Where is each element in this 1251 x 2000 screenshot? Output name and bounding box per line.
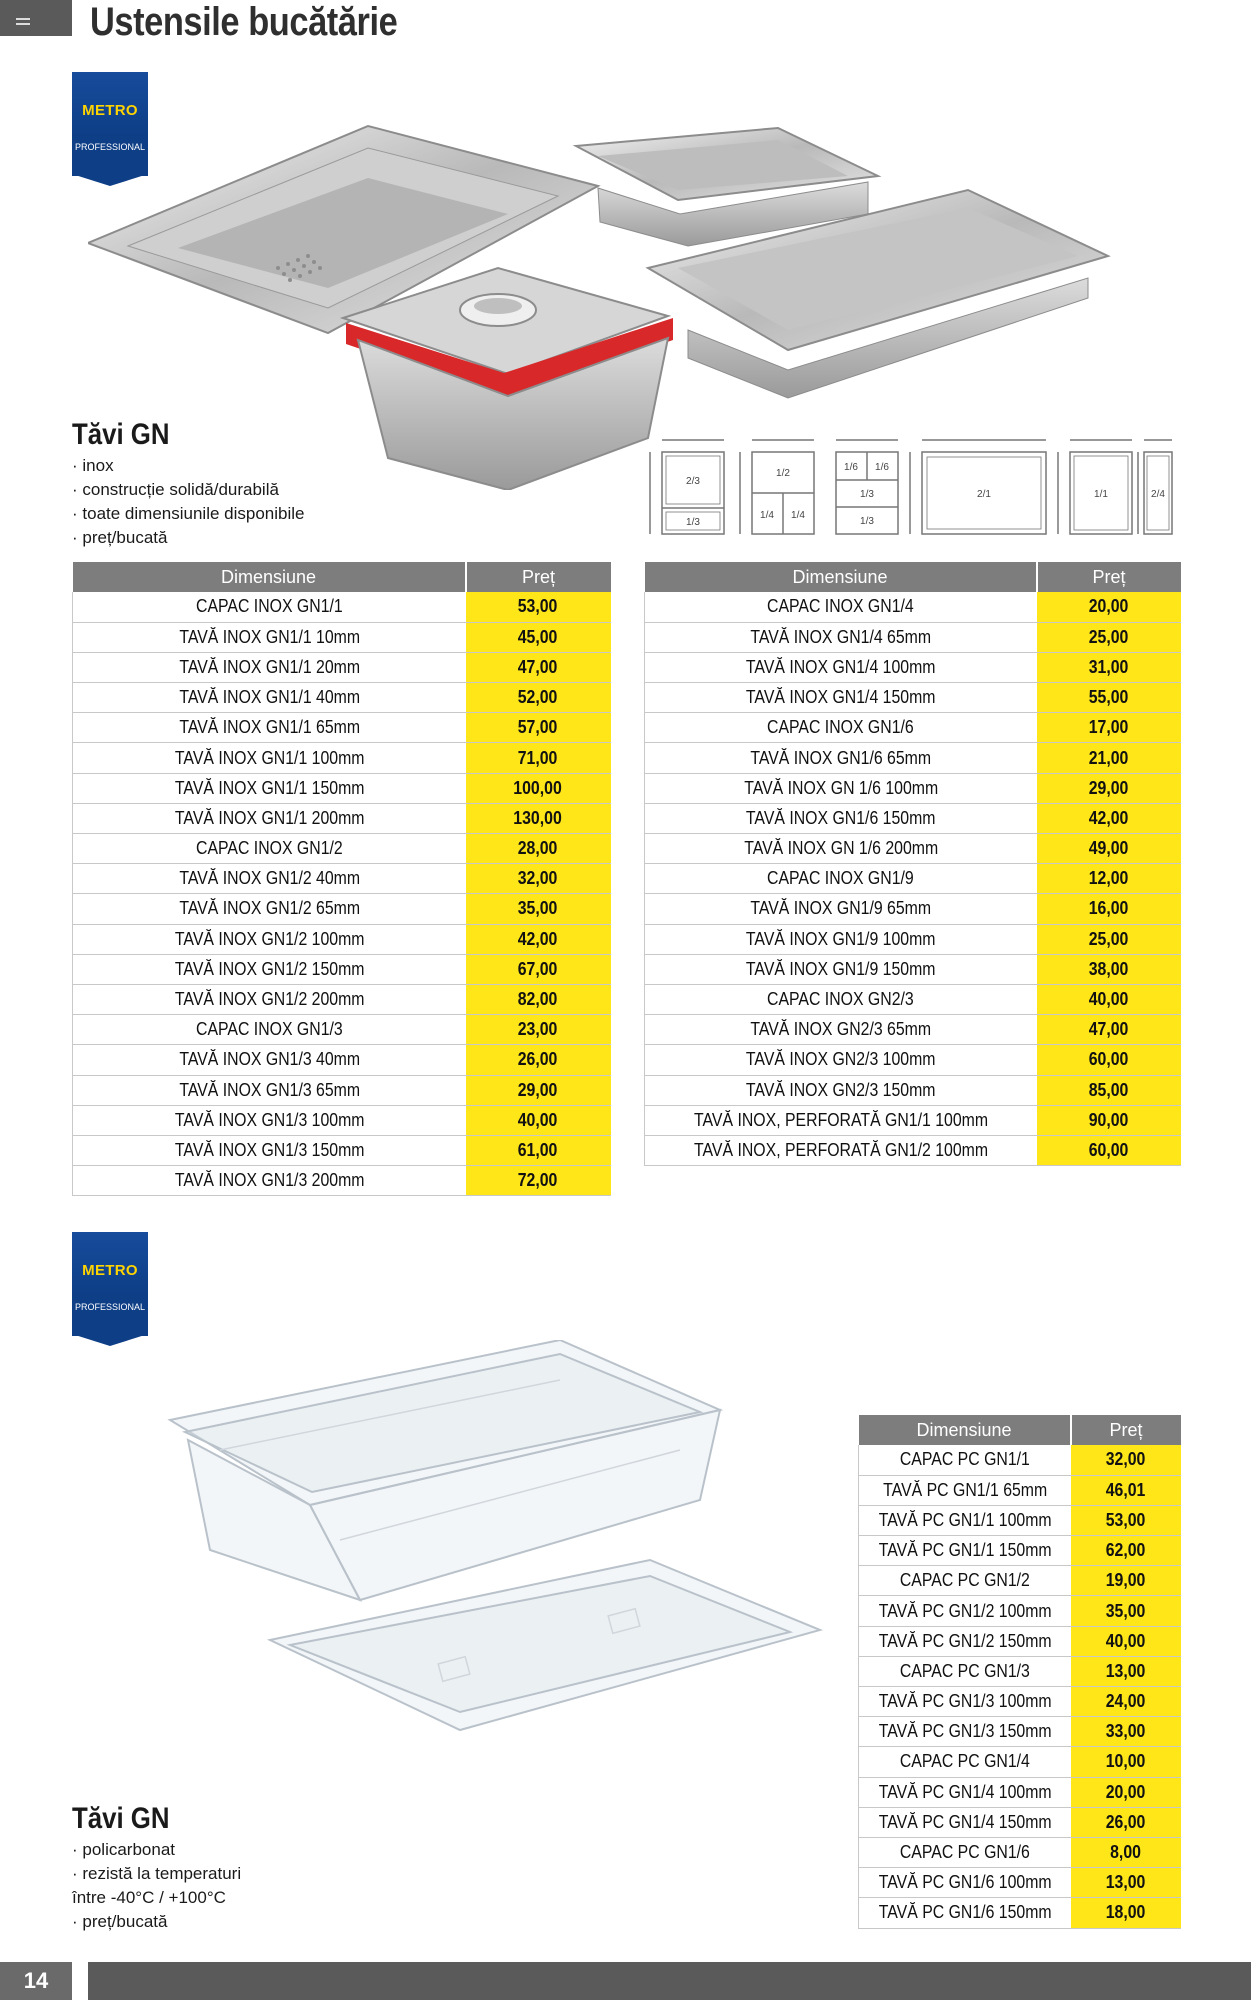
product-name: TAVĂ PC GN1/1 65mm	[859, 1475, 1071, 1505]
table-row	[73, 864, 611, 894]
table-row	[859, 1747, 1181, 1777]
product-price: 60,00	[1037, 1045, 1181, 1075]
product-price: 25,00	[1037, 622, 1181, 652]
polycarbonate-trays-image	[160, 1340, 830, 1740]
product-price: 32,00	[1071, 1445, 1181, 1475]
gn-size-diagram	[640, 430, 1180, 548]
brand-subtitle: PROFESSIONAL	[74, 142, 146, 152]
product-price: 28,00	[466, 834, 611, 864]
diagram-label: 1/6	[875, 462, 889, 473]
product-price: 29,00	[1037, 773, 1181, 803]
product-price: 47,00	[1037, 1015, 1181, 1045]
table-row	[73, 1135, 611, 1165]
product-price: 17,00	[1037, 713, 1181, 743]
pc-price-table	[858, 1415, 1181, 1929]
table-row	[859, 1445, 1181, 1475]
feature-item: · policarbonat	[72, 1838, 241, 1862]
product-price: 13,00	[1071, 1656, 1181, 1686]
product-price: 47,00	[466, 652, 611, 682]
product-price: 10,00	[1071, 1747, 1181, 1777]
product-name: TAVĂ INOX GN1/6 65mm	[645, 743, 1037, 773]
table-row	[73, 1045, 611, 1075]
inox-price-table-left	[72, 562, 611, 1196]
table-row	[73, 834, 611, 864]
product-price: 100,00	[466, 773, 611, 803]
product-name: TAVĂ INOX GN1/1 100mm	[73, 743, 466, 773]
product-price: 32,00	[466, 864, 611, 894]
product-name: TAVĂ INOX GN1/2 200mm	[73, 984, 466, 1014]
table-row	[73, 894, 611, 924]
feature-item: · construcție solidă/durabilă	[72, 478, 304, 502]
product-price: 52,00	[466, 683, 611, 713]
table-row	[73, 622, 611, 652]
product-name: TAVĂ INOX GN1/4 150mm	[645, 683, 1037, 713]
product-name: CAPAC INOX GN1/4	[645, 592, 1037, 622]
diagram-label: 1/1	[1094, 489, 1108, 500]
product-price: 130,00	[466, 803, 611, 833]
product-price: 40,00	[1071, 1626, 1181, 1656]
table-row	[73, 803, 611, 833]
column-header-dimension: Dimensiune	[645, 562, 1037, 592]
table-row	[645, 924, 1181, 954]
diagram-label: 1/4	[791, 510, 805, 521]
product-price: 33,00	[1071, 1717, 1181, 1747]
inox-price-table-right	[644, 562, 1181, 1166]
product-price: 23,00	[466, 1015, 611, 1045]
product-name: TAVĂ INOX GN1/1 150mm	[73, 773, 466, 803]
product-name: TAVĂ INOX GN1/4 100mm	[645, 652, 1037, 682]
table-row	[859, 1717, 1181, 1747]
table-row	[645, 894, 1181, 924]
column-header-dimension: Dimensiune	[73, 562, 466, 592]
table-row	[645, 1075, 1181, 1105]
table-row	[859, 1837, 1181, 1867]
table-row	[73, 713, 611, 743]
product-name: TAVĂ INOX GN1/3 100mm	[73, 1105, 466, 1135]
product-name: CAPAC INOX GN2/3	[645, 984, 1037, 1014]
table-row	[73, 1166, 611, 1196]
product-name: CAPAC PC GN1/1	[859, 1445, 1071, 1475]
table-row	[859, 1868, 1181, 1898]
table-row	[73, 592, 611, 622]
page-title: Ustensile bucătărie	[90, 0, 398, 44]
product-price: 24,00	[1071, 1687, 1181, 1717]
product-name: CAPAC INOX GN1/2	[73, 834, 466, 864]
brand-name: METRO	[82, 102, 138, 119]
table-row	[859, 1898, 1181, 1928]
product-price: 35,00	[466, 894, 611, 924]
product-price: 67,00	[466, 954, 611, 984]
product-name: TAVĂ PC GN1/4 100mm	[859, 1777, 1071, 1807]
diagram-label: 1/4	[760, 510, 774, 521]
section2-features	[72, 1838, 241, 1934]
product-name: CAPAC INOX GN1/6	[645, 713, 1037, 743]
product-name: TAVĂ INOX GN 1/6 100mm	[645, 773, 1037, 803]
product-price: 21,00	[1037, 743, 1181, 773]
product-name: TAVĂ INOX GN1/4 65mm	[645, 622, 1037, 652]
section1-title: Tăvi GN	[72, 418, 170, 451]
product-name: TAVĂ PC GN1/2 100mm	[859, 1596, 1071, 1626]
product-price: 53,00	[1071, 1505, 1181, 1535]
diagram-label: 1/3	[686, 517, 700, 528]
product-price: 71,00	[466, 743, 611, 773]
table-row	[645, 954, 1181, 984]
diagram-label: 1/3	[860, 516, 874, 527]
product-name: TAVĂ PC GN1/2 150mm	[859, 1626, 1071, 1656]
product-name: TAVĂ INOX, PERFORATĂ GN1/1 100mm	[645, 1105, 1037, 1135]
table-row	[859, 1596, 1181, 1626]
product-name: TAVĂ INOX GN1/3 40mm	[73, 1045, 466, 1075]
product-price: 60,00	[1037, 1135, 1181, 1165]
product-name: TAVĂ INOX GN1/9 150mm	[645, 954, 1037, 984]
brand-subtitle: PROFESSIONAL	[74, 1302, 146, 1312]
product-name: CAPAC INOX GN1/3	[73, 1015, 466, 1045]
product-name: TAVĂ INOX GN 1/6 200mm	[645, 834, 1037, 864]
product-name: TAVĂ PC GN1/6 100mm	[859, 1868, 1071, 1898]
product-name: TAVĂ INOX GN1/1 200mm	[73, 803, 466, 833]
table-row	[859, 1777, 1181, 1807]
product-price: 38,00	[1037, 954, 1181, 984]
product-price: 61,00	[466, 1135, 611, 1165]
header-tab	[0, 0, 72, 36]
product-price: 20,00	[1071, 1777, 1181, 1807]
feature-item: · rezistă la temperaturi	[72, 1862, 241, 1886]
product-price: 40,00	[466, 1105, 611, 1135]
table-row	[73, 924, 611, 954]
footer-bar	[0, 1962, 1251, 2000]
feature-item: · preț/bucată	[72, 526, 304, 550]
table-row	[645, 1045, 1181, 1075]
product-name: TAVĂ INOX GN1/6 150mm	[645, 803, 1037, 833]
table-row	[73, 683, 611, 713]
table-row	[859, 1505, 1181, 1535]
table-row	[73, 1105, 611, 1135]
product-name: TAVĂ INOX GN1/1 10mm	[73, 622, 466, 652]
table-row	[645, 683, 1181, 713]
product-name: TAVĂ INOX GN2/3 100mm	[645, 1045, 1037, 1075]
diagram-label: 2/1	[977, 489, 991, 500]
table-row	[645, 592, 1181, 622]
product-name: TAVĂ INOX GN1/1 40mm	[73, 683, 466, 713]
product-price: 82,00	[466, 984, 611, 1014]
product-price: 26,00	[1071, 1807, 1181, 1837]
feature-item: · toate dimensiunile disponibile	[72, 502, 304, 526]
table-row	[859, 1807, 1181, 1837]
product-name: TAVĂ INOX GN1/1 20mm	[73, 652, 466, 682]
product-name: CAPAC PC GN1/3	[859, 1656, 1071, 1686]
table-row	[645, 803, 1181, 833]
table-row	[73, 1075, 611, 1105]
product-price: 46,01	[1071, 1475, 1181, 1505]
section2-title: Tăvi GN	[72, 1802, 170, 1835]
table-row	[859, 1566, 1181, 1596]
product-name: TAVĂ INOX GN1/9 65mm	[645, 894, 1037, 924]
product-price: 90,00	[1037, 1105, 1181, 1135]
table-row	[73, 984, 611, 1014]
table-row	[859, 1536, 1181, 1566]
product-name: TAVĂ INOX GN1/2 65mm	[73, 894, 466, 924]
table-row	[73, 773, 611, 803]
product-name: TAVĂ INOX GN1/2 150mm	[73, 954, 466, 984]
table-row	[859, 1475, 1181, 1505]
product-name: TAVĂ INOX GN1/9 100mm	[645, 924, 1037, 954]
table-row	[645, 622, 1181, 652]
product-price: 12,00	[1037, 864, 1181, 894]
product-name: TAVĂ PC GN1/3 100mm	[859, 1687, 1071, 1717]
column-header-price: Preț	[1037, 562, 1181, 592]
section1-features	[72, 454, 304, 550]
product-price: 55,00	[1037, 683, 1181, 713]
product-name: CAPAC PC GN1/4	[859, 1747, 1071, 1777]
product-name: TAVĂ INOX GN2/3 150mm	[645, 1075, 1037, 1105]
table-row	[645, 1105, 1181, 1135]
product-name: CAPAC INOX GN1/1	[73, 592, 466, 622]
product-price: 20,00	[1037, 592, 1181, 622]
table-row	[859, 1656, 1181, 1686]
product-price: 62,00	[1071, 1536, 1181, 1566]
product-name: TAVĂ INOX GN1/2 40mm	[73, 864, 466, 894]
product-price: 40,00	[1037, 984, 1181, 1014]
diagram-label: 1/6	[844, 462, 858, 473]
product-name: TAVĂ INOX, PERFORATĂ GN1/2 100mm	[645, 1135, 1037, 1165]
product-name: TAVĂ INOX GN1/3 150mm	[73, 1135, 466, 1165]
product-price: 29,00	[466, 1075, 611, 1105]
diagram-label: 2/4	[1151, 489, 1165, 500]
brand-name: METRO	[82, 1262, 138, 1279]
footer-gap	[72, 1962, 88, 2000]
menu-icon[interactable]	[16, 18, 30, 25]
product-name: TAVĂ PC GN1/3 150mm	[859, 1717, 1071, 1747]
product-name: TAVĂ INOX GN1/2 100mm	[73, 924, 466, 954]
table-row	[73, 743, 611, 773]
page-number: 14	[0, 1962, 72, 2000]
feature-item: · preț/bucată	[72, 1910, 241, 1934]
product-price: 13,00	[1071, 1868, 1181, 1898]
product-price: 25,00	[1037, 924, 1181, 954]
column-header-price: Preț	[466, 562, 611, 592]
product-name: TAVĂ PC GN1/1 150mm	[859, 1536, 1071, 1566]
product-price: 42,00	[466, 924, 611, 954]
table-row	[645, 713, 1181, 743]
product-name: TAVĂ INOX GN2/3 65mm	[645, 1015, 1037, 1045]
column-header-price: Preț	[1071, 1415, 1181, 1445]
table-row	[645, 1015, 1181, 1045]
product-price: 26,00	[466, 1045, 611, 1075]
table-row	[645, 984, 1181, 1014]
product-name: CAPAC INOX GN1/9	[645, 864, 1037, 894]
product-price: 53,00	[466, 592, 611, 622]
product-price: 31,00	[1037, 652, 1181, 682]
feature-item: între -40°C / +100°C	[72, 1888, 226, 1907]
table-row	[859, 1626, 1181, 1656]
table-row	[645, 652, 1181, 682]
product-price: 49,00	[1037, 834, 1181, 864]
product-name: CAPAC PC GN1/2	[859, 1566, 1071, 1596]
product-price: 42,00	[1037, 803, 1181, 833]
table-row	[645, 773, 1181, 803]
table-row	[73, 1015, 611, 1045]
product-name: CAPAC PC GN1/6	[859, 1837, 1071, 1867]
product-name: TAVĂ INOX GN1/3 65mm	[73, 1075, 466, 1105]
product-name: TAVĂ INOX GN1/3 200mm	[73, 1166, 466, 1196]
product-price: 16,00	[1037, 894, 1181, 924]
feature-item: · inox	[72, 454, 304, 478]
metro-professional-logo	[72, 1232, 148, 1336]
table-row	[859, 1687, 1181, 1717]
table-row	[73, 954, 611, 984]
product-name: TAVĂ PC GN1/4 150mm	[859, 1807, 1071, 1837]
product-price: 45,00	[466, 622, 611, 652]
table-row	[73, 652, 611, 682]
product-name: TAVĂ PC GN1/6 150mm	[859, 1898, 1071, 1928]
product-price: 35,00	[1071, 1596, 1181, 1626]
product-name: TAVĂ PC GN1/1 100mm	[859, 1505, 1071, 1535]
table-row	[645, 864, 1181, 894]
column-header-dimension: Dimensiune	[859, 1415, 1071, 1445]
product-price: 85,00	[1037, 1075, 1181, 1105]
diagram-label: 1/3	[860, 489, 874, 500]
table-row	[645, 1135, 1181, 1165]
diagram-label: 1/2	[776, 468, 790, 479]
table-row	[645, 834, 1181, 864]
product-price: 72,00	[466, 1166, 611, 1196]
product-price: 18,00	[1071, 1898, 1181, 1928]
diagram-label: 2/3	[686, 476, 700, 487]
product-price: 57,00	[466, 713, 611, 743]
table-row	[645, 743, 1181, 773]
product-name: TAVĂ INOX GN1/1 65mm	[73, 713, 466, 743]
product-price: 19,00	[1071, 1566, 1181, 1596]
product-price: 8,00	[1071, 1837, 1181, 1867]
